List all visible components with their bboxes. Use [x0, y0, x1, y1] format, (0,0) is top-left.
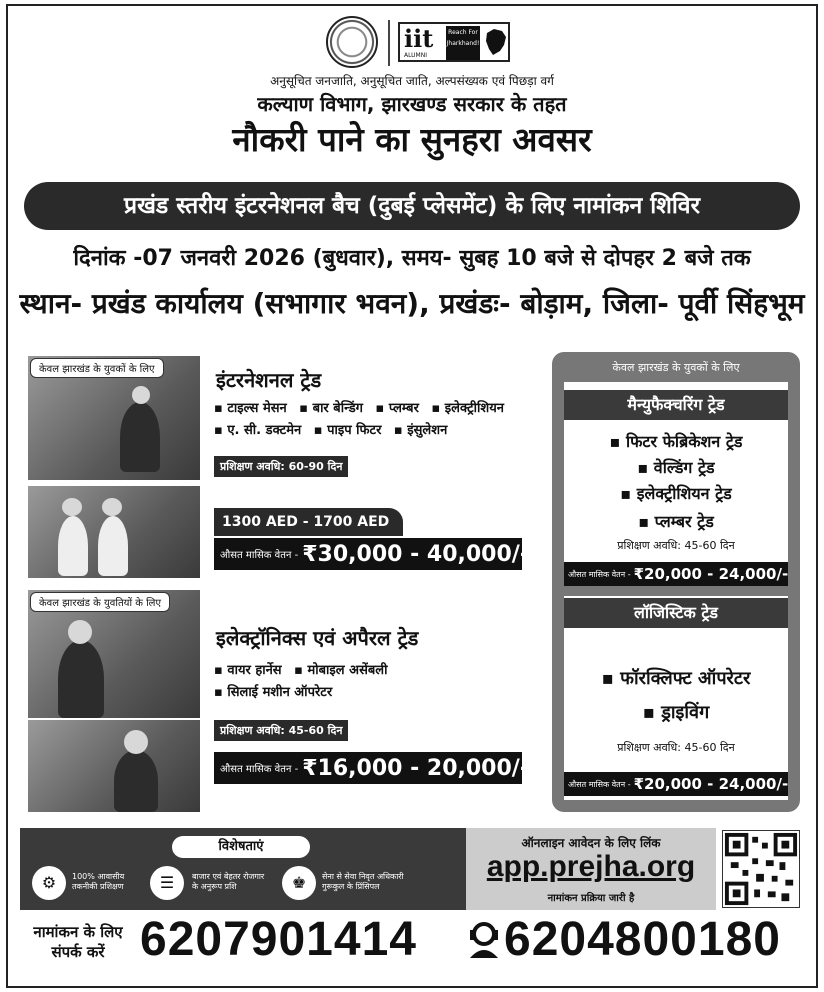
list-item: ▪ फॉरक्लिफ्ट ऑपरेटर: [601, 668, 751, 689]
list-item: ▪ प्लम्बर: [375, 401, 419, 416]
electronics-trade-list: [214, 660, 544, 704]
header-line-1: अनुसूचित जनजाति, अनुसूचित जाति, अल्पसंख्यक एवं पिछड़ा वर्ग: [270, 74, 554, 88]
right-panel-tag: केवल झारखंड के युवकों के लिए: [612, 361, 740, 374]
training-icon: ⚙: [32, 866, 66, 900]
salary-value: ₹20,000 - 24,000/-: [633, 775, 789, 793]
photo-sewing-machine: [28, 720, 200, 812]
salary-label: औसत मासिक वेतन -: [220, 764, 299, 775]
list-item: ▪ इलेक्ट्रीशियन ट्रेड: [620, 484, 732, 503]
list-item: ▪ इंसुलेशन: [393, 423, 448, 438]
reach-for-jharkhand-badge: Reach For Jharkhand!: [446, 26, 480, 60]
enrollment-status: नामांकन प्रक्रिया जारी है: [547, 893, 635, 904]
electronics-duration: प्रशिक्षण अवधि: 45-60 दिन: [214, 720, 348, 741]
jharkhand-map-icon: [484, 27, 508, 57]
international-trade-list: [214, 398, 544, 442]
header-logos: [326, 16, 512, 72]
logo-divider: [388, 20, 390, 66]
right-trades-panel: [552, 352, 800, 812]
venue-line: स्थान- प्रखंड कार्यालय (सभागार भवन), प्रखंडः- बोड़ाम, जिला- पूर्वी सिंहभूम: [19, 287, 805, 320]
international-salary: [214, 538, 529, 570]
books-icon: ☰: [150, 866, 184, 900]
salary-label: औसत मासिक वेतन -: [568, 569, 631, 579]
list-item: ▪ ड्राइविंग: [642, 702, 710, 723]
header-line-2: कल्याण विभाग, झारखण्ड सरकार के तहत: [257, 92, 567, 116]
feature-3-text: सेना से सेवा निवृत अधिकारी गुरूकुल के प्रिंसिपल: [322, 872, 404, 891]
support-agent-icon: [466, 920, 502, 960]
manufacturing-salary: [564, 562, 788, 586]
list-item: ▪ वेल्डिंग ट्रेड: [637, 458, 715, 477]
women-only-tag: केवल झारखंड के युवतियों के लिए: [30, 592, 170, 612]
manufacturing-title: मैन्युफैक्चरिंग ट्रेड: [564, 390, 788, 420]
list-item: ▪ बार बेन्डिंग: [299, 401, 363, 416]
iit-alumni-logo: [398, 22, 510, 62]
feature-2-text: बाजार एवं बेहतर रोजगार के अनुरूप प्रशि: [192, 872, 265, 891]
list-item: ▪ पाइप फिटर: [313, 423, 382, 438]
features-band: [20, 828, 466, 910]
apply-link-heading: ऑनलाइन आवेदन के लिए लिंक: [521, 836, 661, 850]
salary-value: ₹16,000 - 20,000/-: [302, 755, 529, 781]
salary-value: ₹20,000 - 24,000/-: [633, 565, 789, 583]
photo-workers-helmets: [28, 486, 200, 578]
list-item: ▪ प्लम्बर ट्रेड: [638, 512, 714, 531]
qr-code-icon[interactable]: [722, 830, 800, 908]
camp-banner: प्रखंड स्तरीय इंटरनेशनल बैच (दुबई प्लेसमेंट) के लिए नामांकन शिविर: [24, 182, 800, 230]
list-item: ▪ टाइल्स मेसन: [214, 401, 287, 416]
salary-value: ₹30,000 - 40,000/-: [302, 541, 529, 567]
manufacturing-duration: प्रशिक्षण अवधि: 45-60 दिन: [617, 539, 735, 552]
list-item: ▪ ए. सी. डक्टमेन: [214, 423, 302, 438]
apply-online-band: [466, 828, 716, 910]
date-time-line: दिनांक -07 जनवरी 2026 (बुधवार), समय- सुबह 10 बजे से दोपहर 2 बजे तक: [73, 246, 751, 271]
headline: नौकरी पाने का सुनहरा अवसर: [232, 120, 592, 159]
logistics-salary: [564, 772, 788, 796]
contact-label: नामांकन के लिए संपर्क करें: [33, 923, 123, 961]
iit-logo-text: iit: [404, 24, 434, 53]
feature-1-text: 100% आवासीय तकनीकी प्रशिक्षण: [72, 872, 125, 891]
salary-label: औसत मासिक वेतन -: [220, 550, 299, 561]
officer-icon: ♚: [282, 866, 316, 900]
apply-url-link[interactable]: app.prejha.org: [486, 850, 696, 883]
jharkhand-seal-icon: [326, 16, 378, 68]
logistics-title: लॉजिस्टिक ट्रेड: [564, 598, 788, 628]
features-heading: विशेषताएं: [172, 836, 310, 858]
list-item: ▪ फिटर फेब्रिकेशन ट्रेड: [609, 432, 743, 451]
list-item: ▪ सिलाई मशीन ऑपरेटर: [214, 685, 333, 700]
list-item: ▪ इलेक्ट्रीशियन: [431, 401, 504, 416]
salary-label: औसत मासिक वेतन -: [568, 779, 631, 789]
men-only-tag: केवल झारखंड के युवकों के लिए: [30, 358, 164, 378]
aed-salary-range: 1300 AED - 1700 AED: [214, 508, 403, 536]
international-trade-title: इंटरनेशनल ट्रेड: [216, 368, 322, 392]
list-item: ▪ मोबाइल असेंबली: [294, 663, 388, 678]
iit-logo-subtext: ALUMNI: [404, 52, 427, 59]
electronics-trade-title: इलेक्ट्रॉनिक्स एवं अपैरल ट्रेड: [216, 626, 419, 650]
list-item: ▪ वायर हार्नेस: [214, 663, 282, 678]
international-duration: प्रशिक्षण अवधि: 60-90 दिन: [214, 456, 348, 477]
phone-number-1[interactable]: 6207901414: [140, 913, 417, 966]
electronics-salary: [214, 752, 529, 784]
logistics-duration: प्रशिक्षण अवधि: 45-60 दिन: [617, 741, 735, 754]
phone-number-2[interactable]: 6204800180: [504, 913, 781, 966]
